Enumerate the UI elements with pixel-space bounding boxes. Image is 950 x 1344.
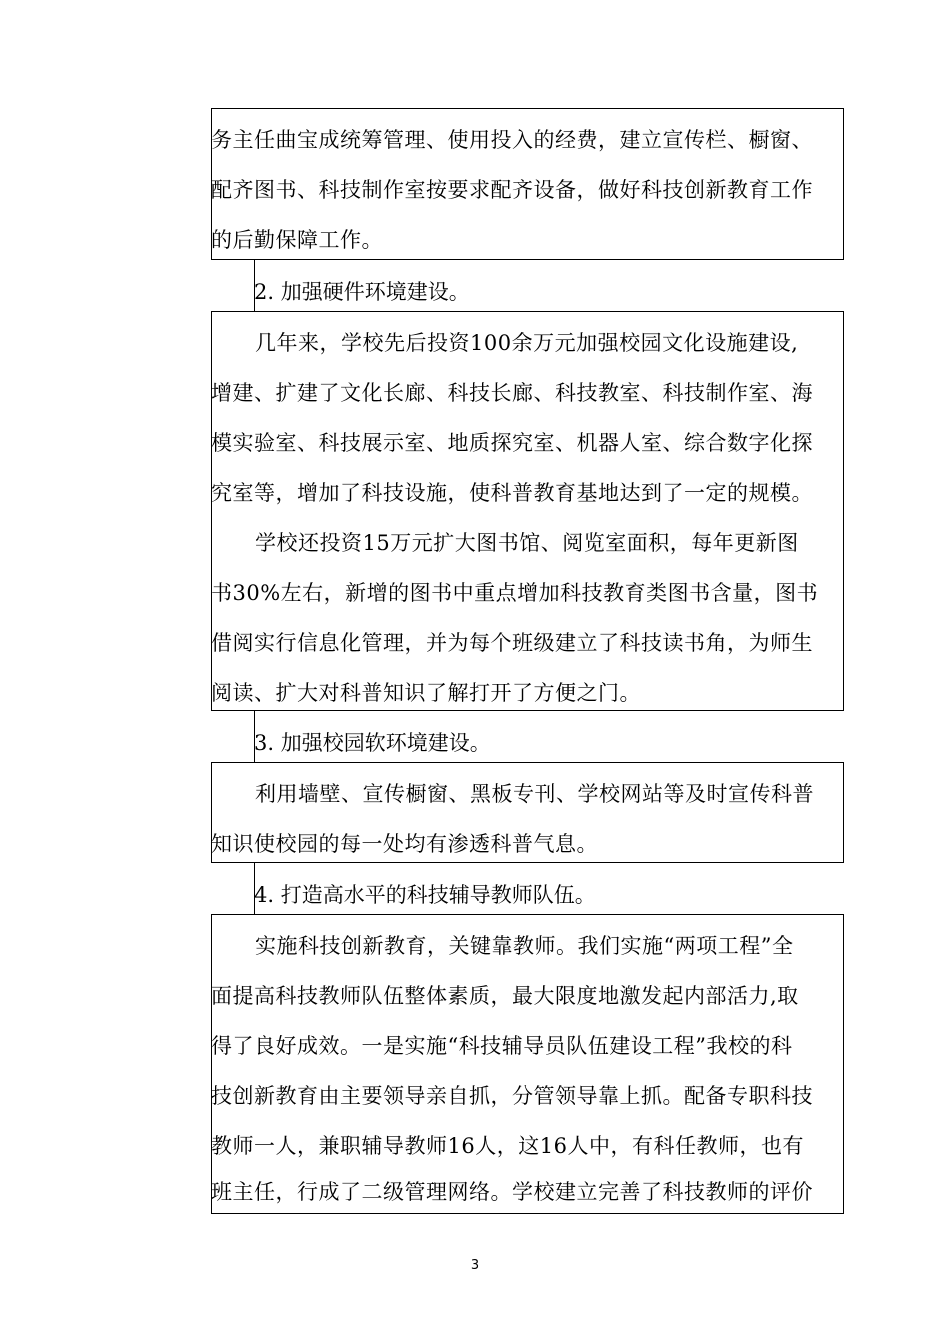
paragraph-line: 模实验室、科技展示室、地质探究室、机器人室、综合数字化探 [211, 431, 813, 455]
paragraph-line: 书30%左右，新增的图书中重点增加科技教育类图书含量，图书 [211, 581, 819, 605]
paragraph-line: 几年来，学校先后投资100余万元加强校园文化设施建设, [255, 331, 799, 355]
paragraph-line: 知识使校园的每一处均有渗透科普气息。 [211, 832, 598, 856]
paragraph-line: 学校还投资15万元扩大图书馆、阅览室面积，每年更新图 [255, 531, 799, 555]
section-heading-4: 4. 打造高水平的科技辅导教师队伍。 [254, 883, 596, 907]
paragraph-line: 配齐图书、科技制作室按要求配齐设备，做好科技创新教育工作 [211, 178, 813, 202]
paragraph-line: 技创新教育由主要领导亲自抓，分管领导靠上抓。配备专职科技 [211, 1084, 813, 1108]
paragraph-line: 教师一人，兼职辅导教师16人，这16人中，有科任教师，也有 [211, 1134, 804, 1158]
paragraph-line: 实施科技创新教育，关键靠教师。我们实施“两项工程”全 [255, 934, 794, 958]
paragraph-line: 究室等，增加了科技设施，使科普教育基地达到了一定的规模。 [211, 481, 813, 505]
paragraph-line: 利用墙壁、宣传橱窗、黑板专刊、学校网站等及时宣传科普 [255, 782, 814, 806]
section-heading-2: 2. 加强硬件环境建设。 [254, 280, 470, 304]
paragraph-line: 借阅实行信息化管理，并为每个班级建立了科技读书角，为师生 [211, 631, 813, 655]
page-number: 3 [470, 1258, 480, 1273]
section-heading-3: 3. 加强校园软环境建设。 [254, 731, 491, 755]
paragraph-line: 面提高科技教师队伍整体素质，最大限度地激发起内部活力,取 [211, 984, 799, 1008]
paragraph-line: 务主任曲宝成统筹管理、使用投入的经费，建立宣传栏、橱窗、 [211, 128, 813, 152]
paragraph-line: 班主任，行成了二级管理网络。学校建立完善了科技教师的评价 [211, 1180, 813, 1204]
paragraph-line: 增建、扩建了文化长廊、科技长廊、科技教室、科技制作室、海 [211, 381, 813, 405]
paragraph-line: 得了良好成效。一是实施“科技辅导员队伍建设工程”我校的科 [211, 1034, 793, 1058]
paragraph-line: 的后勤保障工作。 [211, 228, 383, 252]
paragraph-line: 阅读、扩大对科普知识了解打开了方便之门。 [211, 681, 641, 705]
